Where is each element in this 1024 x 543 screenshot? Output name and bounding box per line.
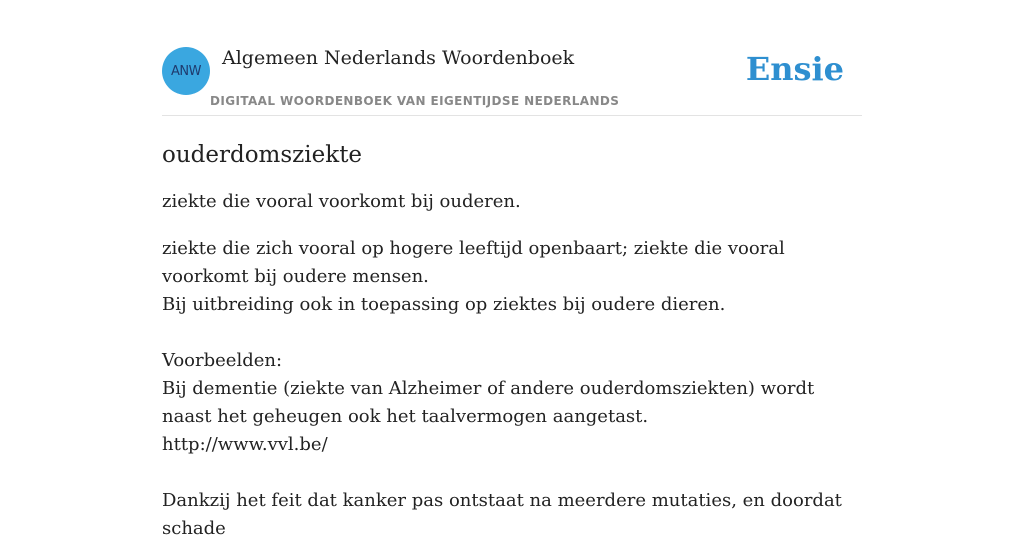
spacer xyxy=(162,459,862,487)
example-source-link[interactable]: http://www.vvl.be/ xyxy=(162,434,328,455)
entry-headword: ouderdomsziekte xyxy=(162,142,363,168)
definition-line: ziekte die zich vooral op hogere leeftijd openbaart; ziekte die vooral voorkomt bij oudere mensen. xyxy=(162,238,785,287)
example-text: Dankzij het feit dat kanker pas ontstaat na meerdere mutaties, en doordat schade xyxy=(162,490,842,539)
anw-logo-text: ANW xyxy=(171,63,201,79)
short-definition: ziekte die vooral voorkomt bij ouderen. xyxy=(162,191,521,212)
example-text: Bij dementie (ziekte van Alzheimer of andere ouderdomsziekten) wordt naast het geheugen ook het taalvermogen aangetast. xyxy=(162,378,815,427)
spacer xyxy=(162,319,862,347)
site-title[interactable]: Algemeen Nederlands Woordenboek xyxy=(222,47,575,69)
site-header xyxy=(162,47,862,116)
full-definition xyxy=(162,235,862,543)
page xyxy=(162,0,862,543)
definition-line: Bij uitbreiding ook in toepassing op ziektes bij oudere dieren. xyxy=(162,294,726,315)
site-subtitle: DIGITAAL WOORDENBOEK VAN EIGENTIJDSE NEDERLANDS xyxy=(210,94,620,108)
examples-label: Voorbeelden: xyxy=(162,350,283,371)
anw-logo[interactable] xyxy=(162,47,210,95)
ensie-brand-link[interactable]: Ensie xyxy=(745,50,844,88)
